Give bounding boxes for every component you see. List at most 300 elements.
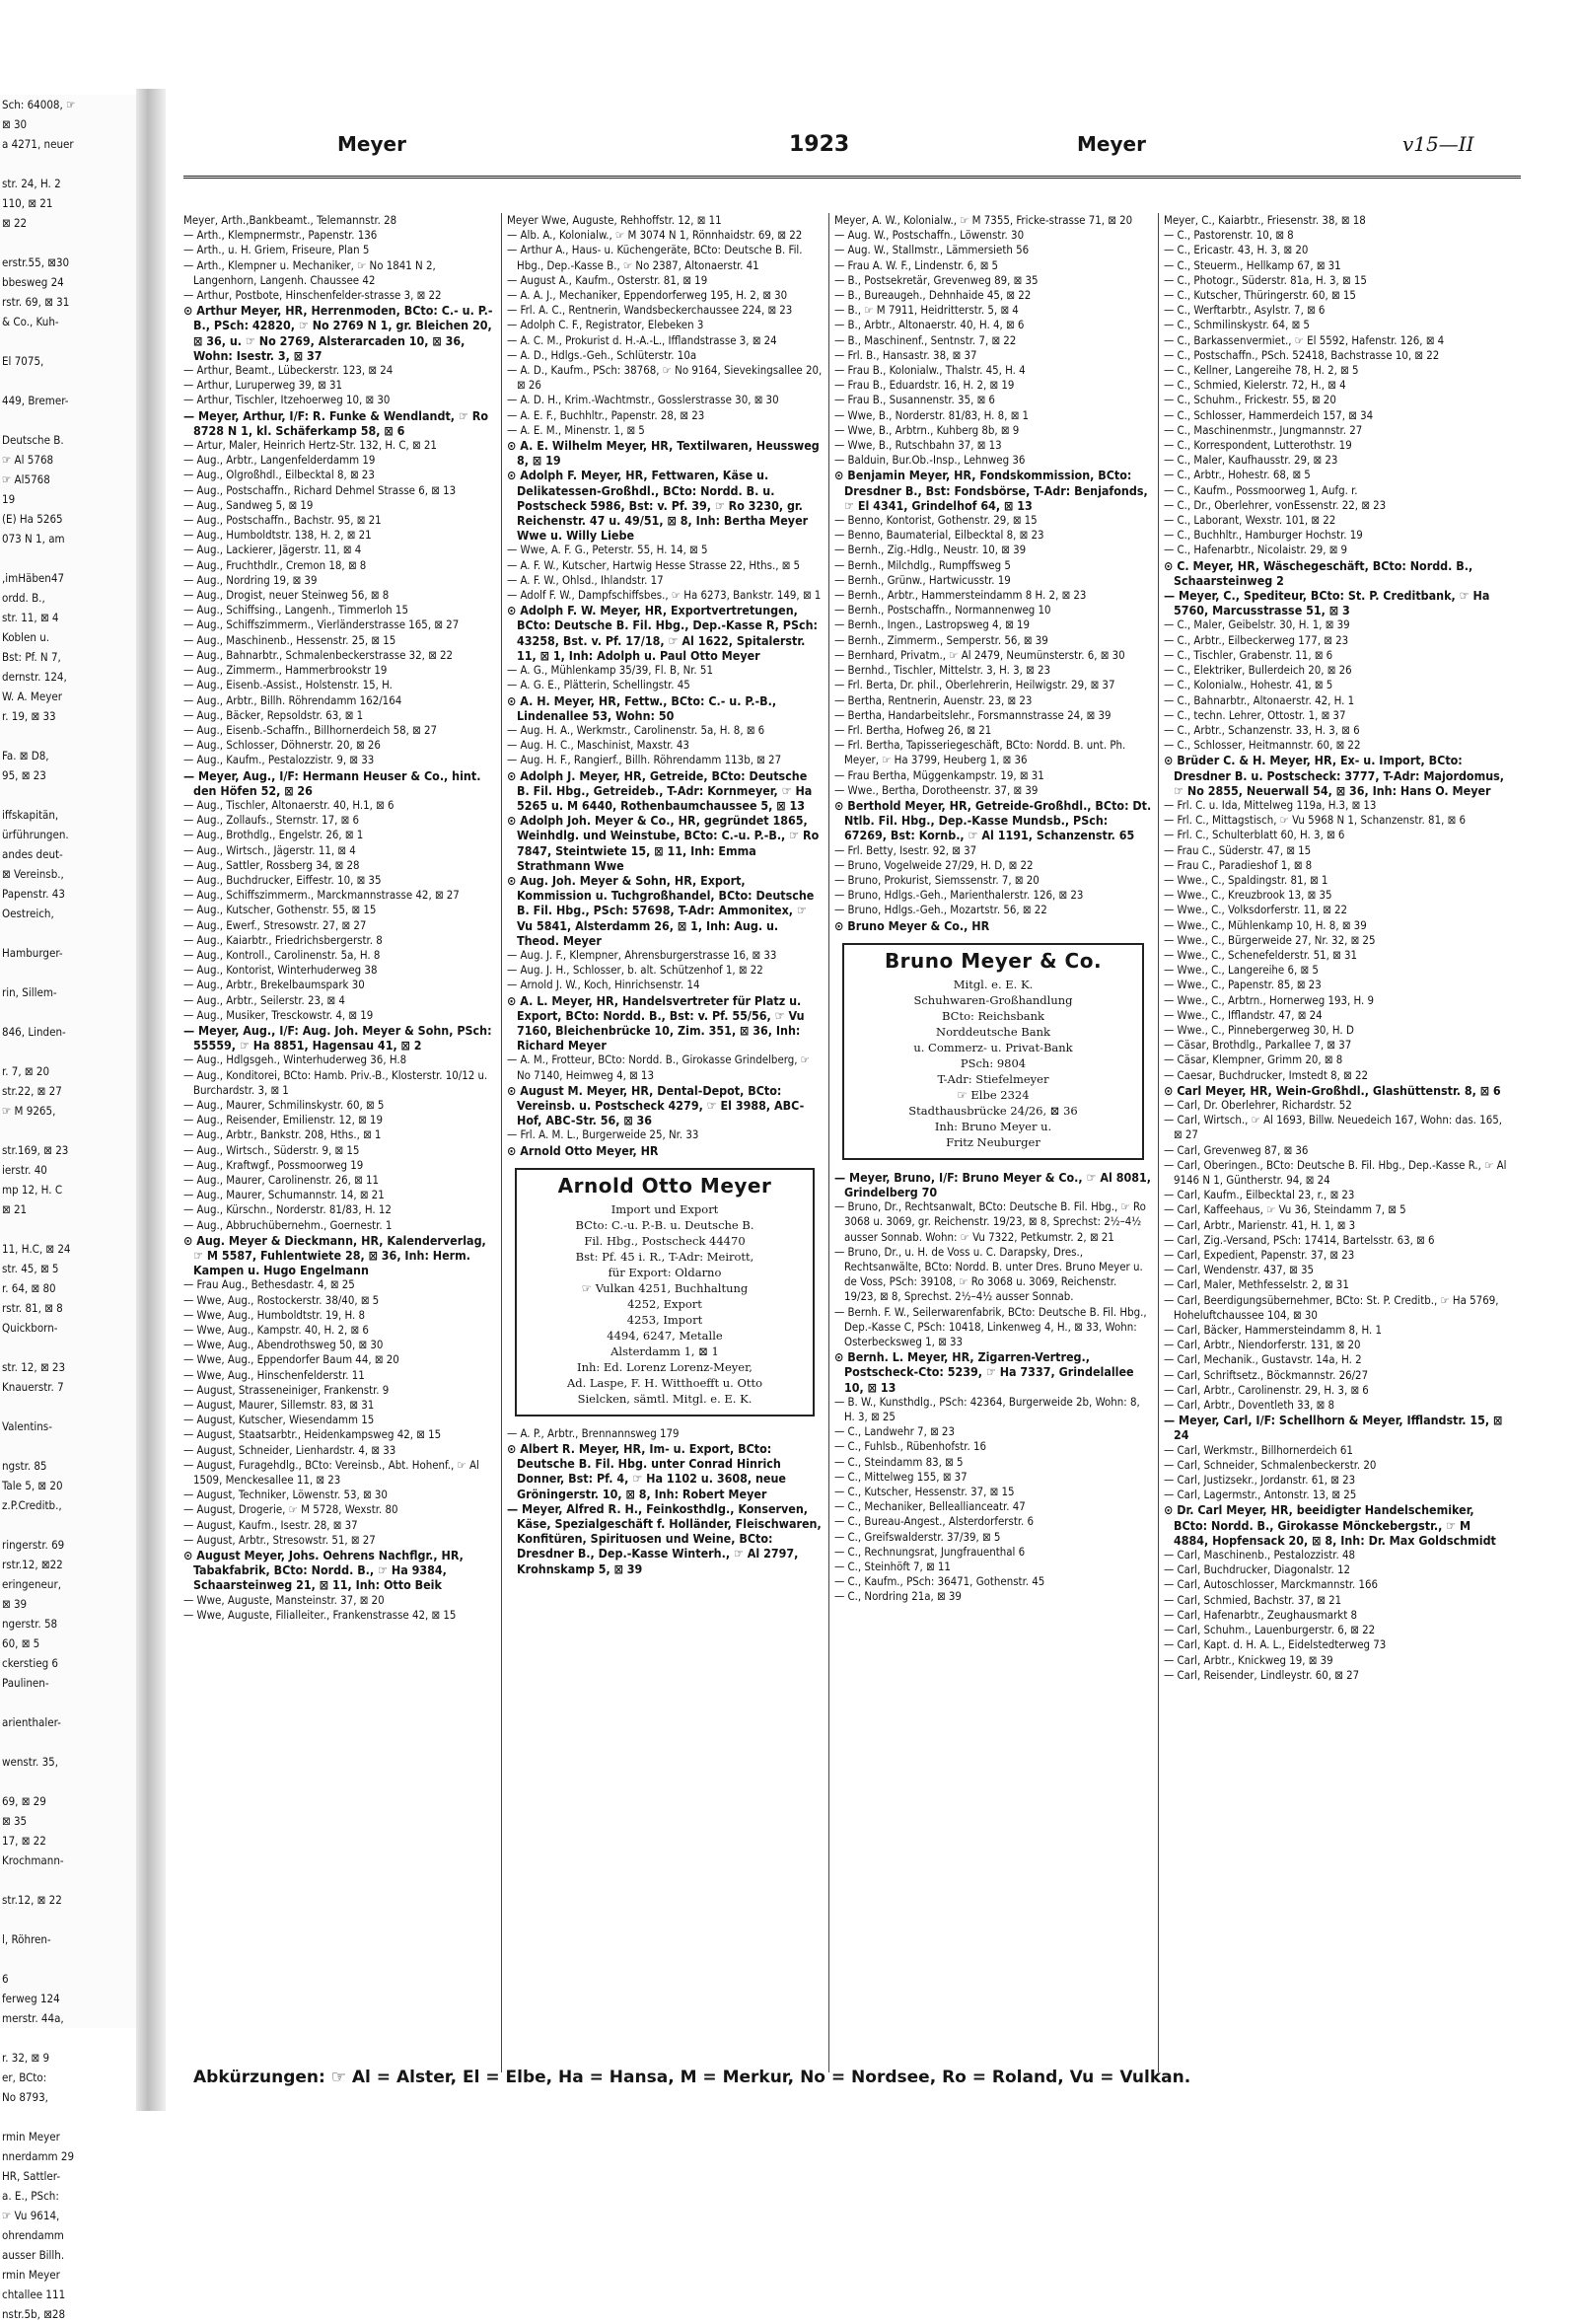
left-page-line: str.22, ⊠ 27 [2,1084,62,1098]
advertisement-box [515,1168,815,1416]
directory-entry: — Bernh., Arbtr., Hammersteindamm 8 H. 2, ⊠ 23 [834,588,1087,603]
header-right-name: Meyer [1077,132,1146,156]
left-page-line: r. 32, ⊠ 9 [2,2051,50,2065]
directory-entry-firm: — Meyer, Aug., I/F: Hermann Heuser & Co., hint. den Höfen 52, ⊠ 26 [183,767,481,798]
left-page-line: Papenstr. 43 [2,887,65,901]
directory-entry: — Frau Bertha, Müggenkampstr. 19, ⊠ 31 [834,767,1044,782]
advertisement-line: BCto: Reichsbank [941,1008,1045,1023]
directory-entry: — B., ☞ M 7911, Heidritterstr. 5, ⊠ 4 [834,303,1019,318]
directory-entry: — Wwe, Aug., Hinschenfelderstr. 11 [183,1367,365,1382]
directory-entry: — Wwe., C., Ifflandstr. 47, ⊠ 24 [1164,1007,1323,1022]
left-page-line [0,1436,136,1456]
directory-entry: — Carl, Dr. Oberlehrer, Richardstr. 52 [1164,1097,1352,1112]
left-page-line [0,331,136,351]
directory-entry: Meyer, Arth.,Bankbeamt., Telemannstr. 28 [183,213,397,227]
advertisement-line: Stadthausbrücke 24/26, ⊠ 36 [908,1103,1078,1118]
directory-entry: — A. E. F., Buchhltr., Papenstr. 28, ⊠ 23 [507,407,705,422]
directory-entry: — Carl, Hafenarbtr., Zeughausmarkt 8 [1164,1607,1357,1622]
directory-entry: — Carl, Schmied, Bachstr. 37, ⊠ 21 [1164,1592,1342,1607]
directory-entry: — Frau C., Süderstr. 47, ⊠ 15 [1164,842,1312,857]
directory-entry: — Carl, Expedient, Papenstr. 37, ⊠ 23 [1164,1248,1355,1263]
left-page-line: ☞ Vu 9614, [2,2209,60,2222]
directory-entry: — Aug. J. F., Klempner, Ahrensburgerstrasse 16, ⊠ 33 [507,947,777,962]
directory-entry: — C., Hafenarbtr., Nicolaistr. 29, ⊠ 9 [1164,543,1348,557]
left-page-line [0,1772,136,1791]
left-page-line [0,1397,136,1416]
advertisement-line: Import und Export [610,1201,719,1216]
directory-entry: — Bruno, Dr., u. H. de Voss u. C. Darapsky, Dres., Rechtsanwälte, BCto: Nordd. B. unter Dres. Bruno Meyer u. de Voss, PSch: 39108, ☞ Ro 3068 u. 3069, Reichenstr. 19/23, ⊠ 8, Sprechst. 2½–4½ ausser Sonnab. [834,1244,1143,1304]
advertisement-line: für Export: Oldarno [608,1265,722,1279]
directory-entry: — Bruno, Prokurist, Siemssenstr. 7, ⊠ 20 [834,872,1040,887]
left-page-line: r. 7, ⊠ 20 [2,1064,50,1078]
directory-entry: — Carl, Schuhm., Lauenburgerstr. 6, ⊠ 22 [1164,1623,1376,1637]
directory-entry: — C., Schmilinskystr. 64, ⊠ 5 [1164,318,1310,332]
left-page-line: bbesweg 24 [2,275,64,289]
directory-entry: — Aug., Wirtsch., Jägerstr. 11, ⊠ 4 [183,842,356,857]
directory-entry: — C., Kellner, Langereihe 78, H. 2, ⊠ 5 [1164,363,1359,378]
directory-entry: — Carl, Maschinenb., Pestalozzistr. 48 [1164,1548,1356,1562]
directory-entry: — Bernh. F. W., Seilerwarenfabrik, BCto: Deutsche B. Fil. Hbg., Dep.-Kasse C, PSch: 10418, Linkenweg 4, H., ⊠ 33, Wohn: Osterbecksweg 1, ⊠ 33 [834,1304,1147,1348]
left-page-line: rstr. 81, ⊠ 8 [2,1301,63,1315]
directory-entry: — Frl. C., Schulterblatt 60, H. 3, ⊠ 6 [1164,828,1345,842]
left-page-line: ☞ Al5768 [2,472,50,486]
directory-entry: — Carl, Buchdrucker, Diagonalstr. 12 [1164,1562,1351,1577]
left-page-line: eringeneur, [2,1577,62,1591]
left-page-line: 69, ⊠ 29 [2,1794,46,1808]
directory-entry: — A. C. M., Prokurist d. H.-A.-L., Ifflandstrasse 3, ⊠ 24 [507,332,777,347]
directory-entry: — Artur, Maler, Heinrich Hertz-Str. 132, H. C, ⊠ 21 [183,438,437,453]
directory-entry: — Wwe, Aug., Abendrothsweg 50, ⊠ 30 [183,1338,384,1352]
column-divider [828,213,829,2072]
directory-entry: — Carl, Bäcker, Hammersteindamm 8, H. 1 [1164,1323,1383,1338]
directory-entry: — Wwe, B., Arbtrn., Kuhberg 8b, ⊠ 9 [834,422,1020,437]
directory-entry: — Carl, Kaffeehaus, ☞ Vu 36, Steindamm 7, ⊠ 5 [1164,1202,1406,1217]
left-page-line: 95, ⊠ 23 [2,768,46,782]
left-page-line: l, Röhren- [2,1932,51,1946]
advertisement-line: Inh: Ed. Lorenz Lorenz-Meyer, [577,1359,753,1374]
directory-entry: — A. A. J., Mechaniker, Eppendorferweg 195, H. 2, ⊠ 30 [507,288,788,303]
directory-entry: — Aug., Zollaufs., Sternstr. 17, ⊠ 6 [183,813,360,828]
left-page-line: Fa. ⊠ D8, [2,749,49,763]
directory-entry: — Carl, Kaufm., Eilbecktal 23, r., ⊠ 23 [1164,1188,1355,1202]
header-left-name: Meyer [337,132,406,156]
column-4 [1164,213,1509,2072]
directory-entry: — C., Maler, Geibelstr. 30, H. 1, ⊠ 39 [1164,617,1350,632]
directory-entry: — Frau Aug., Bethesdastr. 4, ⊠ 25 [183,1277,355,1292]
directory-entry: — Wwe, Auguste, Mansteinstr. 37, ⊠ 20 [183,1592,385,1607]
directory-entry: — C., Arbtr., Schanzenstr. 33, H. 3, ⊠ 6 [1164,722,1360,737]
advertisement-line: ☞ Vulkan 4251, Buchhaltung [581,1280,749,1295]
left-page-line: rstr. 69, ⊠ 31 [2,295,70,309]
left-page-line: r. 64, ⊠ 80 [2,1281,56,1295]
column-1 [183,213,495,2072]
left-page-line: 110, ⊠ 21 [2,196,53,210]
advertisement-line: u. Commerz- u. Privat-Bank [913,1040,1073,1054]
advertisement-line: Sielcken, sämtl. Mitgl. e. E. K. [577,1391,753,1406]
directory-entry: — August, Strasseneiniger, Frankenstr. 9 [183,1382,390,1397]
directory-entry: — A. D., Hdlgs.-Geh., Schlüterstr. 10a [507,347,697,362]
directory-entry: — Wwe., C., Papenstr. 85, ⊠ 23 [1164,978,1322,992]
advertisement-line: Inh: Bruno Meyer u. [934,1119,1052,1133]
left-page-line: Valentins- [2,1419,52,1433]
left-page-line: str.169, ⊠ 23 [2,1143,69,1157]
directory-entry: — C., Bureau-Angest., Alsterdorferstr. 6 [834,1514,1035,1529]
left-page-line: ringerstr. 69 [2,1538,65,1552]
directory-entry: — Aug., Lackierer, Jägerstr. 11, ⊠ 4 [183,543,362,557]
directory-entry: — Aug., Nordring 19, ⊠ 39 [183,572,318,587]
directory-entry: — Benno, Baumaterial, Eilbecktal 8, ⊠ 23 [834,528,1044,543]
directory-entry: — Aug., Postschaffn., Richard Dehmel Strasse 6, ⊠ 13 [183,482,457,497]
directory-entry: — Aug., Maurer, Schumannstr. 14, ⊠ 21 [183,1188,385,1202]
directory-entry: — C., Steinhöft 7, ⊠ 11 [834,1560,951,1574]
directory-entry: — Arthur, Postbote, Hinschenfelder-strasse 3, ⊠ 22 [183,288,442,303]
advertisement-line: 4253, Import [626,1312,703,1327]
left-page-line: Oestreich, [2,907,54,920]
directory-entry: — Carl, Reisender, Lindleystr. 60, ⊠ 27 [1164,1667,1360,1682]
page-header [170,132,1531,172]
left-page-line: a 4271, neuer [2,137,74,151]
directory-entry-firm: ⊙ August M. Meyer, HR, Dental-Depot, BCto: Vereinsb. u. Postscheck 4279, ☞ El 3988, ABC-Hof, ABC-Str. 56, ⊠ 36 [507,1082,805,1128]
directory-entry-firm: ⊙ Bernh. L. Meyer, HR, Zigarren-Vertreg., Postscheck-Cto: 5239, ☞ Ha 7337, Grindelallee 10, ⊠ 13 [834,1349,1134,1395]
directory-entry-firm: ⊙ Adolph Joh. Meyer & Co., HR, gegründet 1865, Weinhdlg. und Weinstube, BCto: C.-u. P.-B., ☞ Ro 7847, Steintwiete 15, ⊠ 11, Inh: Emma Strathmann Wwe [507,813,820,873]
directory-entry-firm: ⊙ Albert R. Meyer, HR, Im- u. Export, BCto: Deutsche B. Fil. Hbg. unter Conrad Hinrich Donner, Bst: Pf. 4, ☞ Ha 1102 u. 3608, neue Gröningerstr. 10, ⊠ 8, Inh: Robert Meyer [507,1441,786,1501]
directory-entry: — C., Barkassenvermiet., ☞ El 5592, Hafenstr. 126, ⊠ 4 [1164,332,1445,347]
directory-entry: — B., Postsekretär, Grevenweg 89, ⊠ 35 [834,272,1039,287]
left-page-line: rin, Sillem- [2,985,57,999]
directory-entry: — Carl, Arbtr., Carolinenstr. 29, H. 3, ⊠ 6 [1164,1382,1369,1397]
directory-entry: — Aug., Arbtr., Billh. Röhrendamm 162/164 [183,692,402,707]
left-page-line: 073 N 1, am [2,532,65,545]
directory-entry-firm: ⊙ A. L. Meyer, HR, Handelsvertreter für Platz u. Export, BCto: Nordd. B., Bst: v. Pf. 55/56, ☞ Vu 7160, Bleichenbrücke 10, Zim. 351, ⊠ 36, Inh: Richard Meyer [507,992,805,1053]
left-page-line: dernstr. 124, [2,670,67,684]
directory-entry: — Frl. Bertha, Hofweg 26, ⊠ 21 [834,722,992,737]
left-page-line: nstr.5b, ⊠28 [2,2307,66,2321]
directory-entry: — Aug., Kontroll., Carolinenstr. 5a, H. 8 [183,947,381,962]
left-page-line: rstr.12, ⊠22 [2,1558,63,1571]
directory-entry: — Arthur A., Haus- u. Küchengeräte, BCto: Deutsche B. Fil. Hbg., Dep.-Kasse B., ☞ No 2387, Altonaerstr. 41 [507,243,803,272]
left-page-line: rmin Meyer [2,2130,60,2143]
left-page-line: str. 11, ⊠ 4 [2,611,59,624]
directory-entry: — Bernh., Zig.-Hdlg., Neustr. 10, ⊠ 39 [834,543,1027,557]
directory-entry: — Aug. J. H., Schlosser, b. alt. Schützenhof 1, ⊠ 22 [507,963,763,978]
left-page-line: ürführungen. [2,828,69,841]
directory-entry: — C., Landwehr 7, ⊠ 23 [834,1424,955,1439]
left-page-line: mp 12, H. C [2,1183,63,1197]
directory-entry: — August, Schneider, Lienhardstr. 4, ⊠ 33 [183,1442,396,1457]
directory-entry: — Benno, Kontorist, Gothenstr. 29, ⊠ 15 [834,513,1038,528]
directory-entry-firm: ⊙ Aug. Joh. Meyer & Sohn, HR, Export, Kommission u. Tuchgroßhandel, BCto: Deutsche B. Fil. Hbg., PSch: 57698, T-Adr: Ammonitex, ☞ Vu 5841, Alsterdamm 26, ⊠ 1, Inh: Aug. u. Theod. Meyer [507,872,815,948]
directory-entry: — Aug. W., Postschaffn., Löwenstr. 30 [834,228,1025,243]
directory-entry: — Aug., Maurer, Schmilinskystr. 60, ⊠ 5 [183,1097,385,1112]
left-page-line [0,2107,136,2127]
directory-entry: — Aug., Bäcker, Repsoldstr. 63, ⊠ 1 [183,707,364,722]
directory-entry: — Wwe., C., Bürgerweide 27, Nr. 32, ⊠ 25 [1164,932,1376,947]
directory-entry: — Aug., Reisender, Emilienstr. 12, ⊠ 19 [183,1113,383,1127]
left-page-line: Krochmann- [2,1853,64,1867]
directory-entry: — C., Kutscher, Hessenstr. 37, ⊠ 15 [834,1485,1015,1499]
left-page-line [0,1870,136,1890]
left-page-line: 6 [2,1972,9,1986]
directory-entry: — Carl, Wirtsch., ☞ Al 1693, Billw. Neuedeich 167, Wohn: das. 165, ⊠ 27 [1164,1113,1503,1142]
directory-entry-firm: ⊙ Brüder C. & H. Meyer, HR, Ex- u. Import, BCto: Dresdner B. u. Postscheck: 3777, T-Adr: Majordomus, ☞ No 2855, Neuerwall 54, ⊠ 36, Inh: Hans O. Meyer [1164,753,1505,798]
directory-entry: — Frl. Betty, Isestr. 92, ⊠ 37 [834,842,977,857]
directory-entry: — Wwe., C., Pinnebergerweg 30, H. D [1164,1022,1354,1037]
directory-entry: — Aug., Abbruchübernehm., Goernestr. 1 [183,1217,393,1232]
directory-entry: — C., techn. Lehrer, Ottostr. 1, ⊠ 37 [1164,707,1346,722]
directory-entry: — Aug., Drogist, neuer Steinweg 56, ⊠ 8 [183,588,390,603]
directory-entry: — Frau A. W. F., Lindenstr. 6, ⊠ 5 [834,257,999,272]
directory-entry: — Wwe, Aug., Kampstr. 40, H. 2, ⊠ 6 [183,1323,369,1338]
directory-entry: — Aug., Kaiarbtr., Friedrichsbergerstr. 8 [183,932,383,947]
directory-entry: — Carl, Grevenweg 87, ⊠ 36 [1164,1142,1309,1157]
left-page-line: ordd. B., [2,591,45,605]
directory-entry: — A. G., Mühlenkamp 35/39, Fl. B, Nr. 51 [507,663,713,678]
directory-entry: — C., Kutscher, Thüringerstr. 60, ⊠ 15 [1164,288,1356,303]
left-page-line: a. E., PSch: [2,2189,59,2203]
directory-entry: — C., Steuerm., Hellkamp 67, ⊠ 31 [1164,257,1341,272]
directory-entry-firm: ⊙ August Meyer, Johs. Oehrens Nachflgr., HR, Tabakfabrik, BCto: Nordd. B., ☞ Ha 9384, Schaarsteinweg 21, ⊠ 11, Inh: Otto Beik [183,1548,464,1593]
left-page-line: ierstr. 40 [2,1163,47,1177]
left-page-line: Hamburger- [2,946,63,960]
directory-entry: — August, Furagehdlg., BCto: Vereinsb., Abt. Hohenf., ☞ Al 1509, Menckesallee 11, ⊠ 23 [183,1457,479,1488]
directory-entry: — C., Kaufm., PSch: 36471, Gothenstr. 45 [834,1574,1045,1589]
left-page-line: str. 12, ⊠ 23 [2,1360,66,1374]
directory-entry: — B., Bureaugeh., Dehnhaide 45, ⊠ 22 [834,288,1032,303]
directory-entry: — August, Arbtr., Stresowstr. 51, ⊠ 27 [183,1532,376,1547]
directory-entry: — Carl, Schneider, Schmalenbeckerstr. 20 [1164,1457,1377,1472]
left-page-line: Sch: 64008, ☞ [2,98,76,111]
left-page-line: 449, Bremer- [2,394,69,407]
directory-entry: — Carl, Kapt. d. H. A. L., Eidelstedterweg 73 [1164,1637,1387,1652]
column-divider [501,213,502,2072]
directory-entry: — Aug., Maurer, Carolinenstr. 26, ⊠ 11 [183,1173,379,1187]
directory-entry: — C., Laborant, Wexstr. 101, ⊠ 22 [1164,513,1336,528]
left-page-line: er, BCto: [2,2070,47,2084]
directory-entry: — C., Schlosser, Heitmannstr. 60, ⊠ 22 [1164,738,1361,753]
directory-entry: — Cäsar, Brothdlg., Parkallee 7, ⊠ 37 [1164,1038,1352,1053]
directory-entry: — Aug. H. C., Maschinist, Maxstr. 43 [507,738,689,753]
directory-entry: — August, Kaufm., Isestr. 28, ⊠ 37 [183,1517,358,1532]
directory-entry: — Aug., Buchdrucker, Eiffestr. 10, ⊠ 35 [183,872,382,887]
directory-entry: — Aug., Kraftwgf., Possmoorweg 19 [183,1157,364,1172]
directory-entry: Meyer, C., Kaiarbtr., Friesenstr. 38, ⊠ 18 [1164,213,1366,227]
advertisement-line: Fritz Neuburger [946,1134,1040,1149]
directory-entry: — C., Arbtr., Eilbeckerweg 177, ⊠ 23 [1164,632,1349,647]
directory-entry: — Balduin, Bur.Ob.-Insp., Lehnweg 36 [834,453,1026,468]
left-page-line: Tale 5, ⊠ 20 [2,1479,63,1492]
directory-entry: — Carl, Wendenstr. 437, ⊠ 35 [1164,1263,1315,1277]
advertisement-line: Bst: Pf. 45 i. R., T-Adr: Meirott, [575,1249,754,1264]
directory-entry: — Aug., Arbtr., Bankstr. 208, Hths., ⊠ 1 [183,1127,382,1142]
directory-entry: — Carl, Arbtr., Doventleth 33, ⊠ 8 [1164,1398,1335,1413]
directory-entry: — C., Kolonialw., Hohestr. 41, ⊠ 5 [1164,678,1333,692]
left-page-line [0,1002,136,1022]
directory-entry: — C., Schmied, Kielerstr. 72, H., ⊠ 4 [1164,378,1346,393]
directory-entry: — Adolf F. W., Dampfschiffsbes., ☞ Ha 6273, Bankstr. 149, ⊠ 1 [507,588,822,603]
left-page-line [0,548,136,568]
header-rule [183,176,1521,179]
directory-entry: — A. G. E., Plätterin, Schellingstr. 45 [507,678,690,692]
directory-entry-firm: ⊙ Arthur Meyer, HR, Herrenmoden, BCto: C.- u. P.-B., PSch: 42820, ☞ No 2769 N 1, gr. Bleichen 20, ⊠ 36, u. ☞ No 2769, Alsterarcaden 10, ⊠ 36, Wohn: Isestr. 3, ⊠ 37 [183,303,493,363]
directory-entry: — Bernh., Milchdlg., Rumpffsweg 5 [834,557,1011,572]
directory-entry: — B., Arbtr., Altonaerstr. 40, H. 4, ⊠ 6 [834,318,1025,332]
left-page-line [0,410,136,430]
directory-entry: — B. W., Kunsthdlg., PSch: 42364, Burgerweide 2b, Wohn: 8, H. 3, ⊠ 25 [834,1394,1140,1423]
left-page-line [0,726,136,746]
directory-entry: — C., Maler, Kaufhausstr. 29, ⊠ 23 [1164,453,1338,468]
directory-entry: — Aug., Sattler, Rossberg 34, ⊠ 28 [183,857,360,872]
directory-entry: — Wwe, Aug., Eppendorfer Baum 44, ⊠ 20 [183,1352,399,1367]
directory-entry: — Arth., Klempner u. Mechaniker, ☞ No 1841 N 2, Langenhorn, Langenh. Chaussee 42 [183,257,436,287]
left-page-line [0,1121,136,1140]
directory-entry: — Carl, Justizsekr., Jordanstr. 61, ⊠ 23 [1164,1473,1356,1488]
directory-entry: — August, Kutscher, Wiesendamm 15 [183,1413,375,1427]
directory-entry: — August, Maurer, Sillemstr. 83, ⊠ 31 [183,1398,375,1413]
left-page-line [0,1042,136,1061]
directory-entry: — C., Postschaffn., PSch. 52418, Bachstrasse 10, ⊠ 22 [1164,347,1440,362]
left-page-line: andes deut- [2,847,63,861]
directory-entry: — Bernh., Grünw., Hartwicusstr. 19 [834,572,1011,587]
directory-entry-firm: ⊙ Dr. Carl Meyer, HR, beeidigter Handelschemiker, BCto: Nordd. B., Girokasse Mönckebergstr., ☞ M 4884, Hopfensack 20, ⊠ 8, Inh: Dr. Max Goldschmidt [1164,1502,1496,1548]
advertisement-line: ☞ Elbe 2324 [957,1087,1030,1102]
directory-page [170,95,1531,2102]
directory-entry: — Arnold J. W., Koch, Hinrichsenstr. 14 [507,978,700,992]
directory-entry: — Arth., u. H. Griem, Friseure, Plan 5 [183,243,370,257]
directory-entry-firm: — Meyer, Carl, I/F: Schellhorn & Meyer, Ifflandstr. 15, ⊠ 24 [1164,1413,1503,1443]
left-page-line: ⊠ 21 [2,1202,28,1216]
left-page-line: ohrendamm [2,2228,64,2242]
directory-entry: — C., Dr., Oberlehrer, vonEssenstr. 22, ⊠ 23 [1164,497,1387,512]
directory-entry: — C., Nordring 21a, ⊠ 39 [834,1589,962,1604]
abbreviations-footer: Abkürzungen: ☞ Al = Alster, El = Elbe, Ha = Hansa, M = Merkur, No = Nordsee, Ro = Roland, Vu = Vulkan. [193,2068,1191,2087]
advertisement-title: Arnold Otto Meyer [557,1173,772,1198]
directory-entry: — Frl. A. M. L., Burgerweide 25, Nr. 33 [507,1127,699,1142]
directory-entry: — Carl, Maler, Methfesselstr. 2, ⊠ 31 [1164,1277,1349,1292]
directory-entry: — Carl, Autoschlosser, Marckmannstr. 166 [1164,1577,1379,1592]
advertisement-line: Fil. Hbg., Postscheck 44470 [584,1233,746,1248]
left-page-line: ⊠ 35 [2,1814,28,1828]
directory-entry: — Carl, Arbtr., Knickweg 19, ⊠ 39 [1164,1652,1333,1667]
directory-entry: — A. E. M., Minenstr. 1, ⊠ 5 [507,422,645,437]
directory-entry: — Wwe, Aug., Rostockerstr. 38/40, ⊠ 5 [183,1292,380,1307]
directory-entry-firm: ⊙ Adolph F. W. Meyer, HR, Exportvertretungen, BCto: Deutsche B. Fil. Hbg., Dep.-Kasse R, PSch: 43258, Bst. v. Pf. 17/18, ☞ Al 1622, Spitalerstr. 11, ⊠ 1, Inh: Adolph u. Paul Otto Meyer [507,603,818,663]
directory-entry: — Aug., Fruchthdlr., Cremon 18, ⊠ 8 [183,557,367,572]
left-page-line: 11, H.C, ⊠ 24 [2,1242,71,1256]
directory-entry: — Bruno, Hdlgs.-Geh., Mozartstr. 56, ⊠ 22 [834,903,1047,917]
directory-entry: — Wwe, B., Rutschbahn 37, ⊠ 13 [834,438,1002,453]
directory-entry-firm: — Meyer, Arthur, I/F: R. Funke & Wendlandt, ☞ Ro 8728 N 1, kl. Schäferkamp 58, ⊠ 6 [183,407,488,438]
directory-entry: — C., Mechaniker, Belleallianceatr. 47 [834,1499,1026,1514]
directory-entry: — Carl, Schriftsetz., Böckmannstr. 26/27 [1164,1367,1369,1382]
directory-entry: — Bruno, Vogelweide 27/29, H. D, ⊠ 22 [834,857,1034,872]
left-page-line: ckerstieg 6 [2,1656,59,1670]
directory-entry: — Aug., Kutscher, Gothenstr. 55, ⊠ 15 [183,903,377,917]
left-page-line: 17, ⊠ 22 [2,1834,46,1848]
left-page-line: iffskapitän, [2,808,59,822]
left-page-line: ausser Billh. [2,2248,65,2262]
left-page-line [0,1732,136,1752]
directory-entry: — Aug., Olgroßhdl., Eilbecktal 8, ⊠ 23 [183,468,375,482]
directory-entry: — Carl, Arbtr., Marienstr. 41, H. 1, ⊠ 3 [1164,1217,1356,1232]
directory-entry-firm: — Meyer, Alfred R. H., Feinkosthdlg., Konserven, Käse, Spezialgeschäft f. Holländer, Fleischwaren, Konfitüren, Spirituosen und Weine, BCto: Dresdner B., Dep.-Kasse Winterh., ☞ Al 2797, Krohnskamp 5, ⊠ 39 [507,1500,822,1576]
directory-entry: — Wwe, B., Norderstr. 81/83, H. 8, ⊠ 1 [834,407,1030,422]
left-page-line [0,1219,136,1239]
directory-entry: — Alb. A., Kolonialw., ☞ M 3074 N 1, Rönnhaidstr. 69, ⊠ 22 [507,228,803,243]
directory-entry: — Aug., Arbtr., Langenfelderdamm 19 [183,453,376,468]
advertisement-line: Alsterdamm 1, ⊠ 1 [610,1344,719,1358]
advertisement-line: BCto: C.-u. P.-B. u. Deutsche B. [575,1217,754,1232]
directory-entry: — C., Mittelweg 155, ⊠ 37 [834,1469,968,1484]
directory-entry-firm: ⊙ Benjamin Meyer, HR, Fondskommission, BCto: Dresdner B., Bst: Fondsbörse, T-Adr: Benjafonds, ☞ El 4341, Grindelhof 64, ⊠ 13 [834,468,1148,513]
directory-entry-firm: — Meyer, Bruno, I/F: Bruno Meyer & Co., ☞ Al 8081, Grindelberg 70 [834,1169,1151,1199]
directory-entry: — Aug. H. A., Werkmstr., Carolinenstr. 5a, H. 8, ⊠ 6 [507,722,765,737]
directory-entry: — Arthur, Beamt., Lübeckerstr. 123, ⊠ 24 [183,363,394,378]
directory-entry: — A. D., Kaufm., PSch: 38768, ☞ No 9164, Sievekingsallee 20, ⊠ 26 [507,363,823,393]
directory-entry: — Bernh., Zimmerm., Semperstr. 56, ⊠ 39 [834,632,1048,647]
directory-entry: — Frl. A. C., Rentnerin, Wandsbeckerchaussee 224, ⊠ 23 [507,303,793,318]
advertisement-box [842,943,1144,1160]
directory-entry: — Frl. Berta, Dr. phil., Oberlehrerin, Heilwigstr. 29, ⊠ 37 [834,678,1115,692]
directory-entry: — Carl, Mechanik., Gustavstr. 14a, H. 2 [1164,1352,1362,1367]
left-page-line [0,1949,136,1969]
directory-entry: — Carl, Oberingen., BCto: Deutsche B. Fil. Hbg., Dep.-Kasse R., ☞ Al 9146 N 1, Güntherstr. 94, ⊠ 24 [1164,1157,1507,1187]
directory-entry: — C., Tischler, Grabenstr. 11, ⊠ 6 [1164,647,1333,662]
directory-entry: — Frl. C., Mittagstisch, ☞ Vu 5968 N 1, Schanzenstr. 81, ⊠ 6 [1164,813,1466,828]
left-page-line: & Co., Kuh- [2,315,59,328]
left-page-line: ⊠ 30 [2,117,28,131]
directory-entry: — August, Drogerie, ☞ M 5728, Wexstr. 80 [183,1502,398,1517]
advertisement-line: PSch: 9804 [960,1055,1027,1070]
directory-entry: — Frl. Bertha, Tapisseriegeschäft, BCto: Nordd. B. unt. Ph. Meyer, ☞ Ha 3799, Heuberg 1, ⊠ 36 [834,738,1126,767]
directory-entry: — Aug., Schlosser, Döhnerstr. 20, ⊠ 26 [183,738,381,753]
left-page-line [0,1515,136,1535]
directory-entry: — A. F. W., Kutscher, Hartwig Hesse Strasse 22, Hths., ⊠ 5 [507,557,801,572]
left-page-line: ,imHäben47 [2,571,65,585]
directory-entry: — A. D. H., Krim.-Wachtmstr., Gosslerstrasse 30, ⊠ 30 [507,393,779,407]
directory-entry: — Aug., Wirtsch., Süderstr. 9, ⊠ 15 [183,1142,360,1157]
directory-entry: — Aug., Tischler, Altonaerstr. 40, H.1, ⊠ 6 [183,797,394,812]
directory-entry: — C., Kaufm., Possmoorweg 1, Aufg. r. [1164,482,1358,497]
directory-entry-firm: ⊙ Aug. Meyer & Dieckmann, HR, Kalenderverlag, ☞ M 5587, Fuhlentwiete 28, ⊠ 36, Inh: Herm. Kampen u. Hugo Engelmann [183,1232,486,1278]
left-page-line: No 8793, [2,2090,48,2104]
directory-entry: — Aug., Humboldtstr. 138, H. 2, ⊠ 21 [183,528,372,543]
directory-entry: — Aug., Postschaffn., Bachstr. 95, ⊠ 21 [183,513,382,528]
column-2 [507,213,823,2072]
directory-entry: — Wwe., C., Spaldingstr. 81, ⊠ 1 [1164,872,1328,887]
left-page-line: nnerdamm 29 [2,2149,75,2163]
column-divider [1158,213,1159,2072]
directory-entry: — C., Buchhltr., Hamburger Hochstr. 19 [1164,528,1363,543]
left-page-line: 846, Linden- [2,1025,66,1039]
advertisement-title: Bruno Meyer & Co. [884,948,1103,973]
left-page-fragment [0,95,137,2321]
left-page-line: str. 24, H. 2 [2,177,61,190]
directory-entry: — C., Schuhm., Frickestr. 55, ⊠ 20 [1164,393,1336,407]
left-page-line [0,233,136,253]
directory-entry: — C., Korrespondent, Lutterothstr. 19 [1164,438,1352,453]
directory-entry-firm: ⊙ Adolph J. Meyer, HR, Getreide, BCto: Deutsche B. Fil. Hbg., Getreideb., T-Adr: Kornmeyer, ☞ Ha 5265 u. M 6440, Rothenbaumchaussee 5, ⊠ 13 [507,767,813,813]
left-page-line: Paulinen- [2,1676,49,1690]
advertisement-line: Ad. Laspe, F. H. Witthoefft u. Otto [566,1375,763,1390]
column-3 [834,213,1152,2072]
directory-entry: — Wwe., C., Langereihe 6, ⊠ 5 [1164,963,1319,978]
directory-entry: — Wwe., C., Mühlenkamp 10, H. 8, ⊠ 39 [1164,917,1367,932]
left-page-line: ngstr. 85 [2,1459,47,1473]
directory-entry: — Aug., Maschinenb., Hessenstr. 25, ⊠ 15 [183,632,396,647]
directory-entry: — Arth., Klempnermstr., Papenstr. 136 [183,228,378,243]
left-page-line: ⊠ Vereinsb., [2,867,64,881]
left-page-line [0,963,136,982]
